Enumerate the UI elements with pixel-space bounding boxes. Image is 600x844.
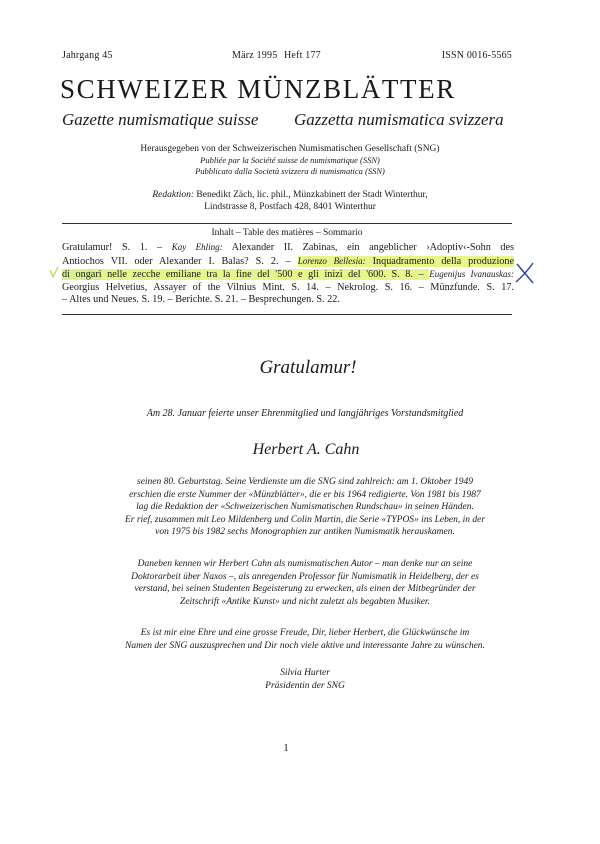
redaktion-line2: Lindstrasse 8, Postfach 428, 8401 Winterthur <box>204 202 376 212</box>
toc-top-rule <box>62 223 512 224</box>
honoree-name: Herbert A. Cahn <box>252 441 360 458</box>
toc-line: – Altes und Neues. S. 19. – Berichte. S. 21. – Besprechungen. S. 22. <box>62 294 340 306</box>
redaktion-label: Redaktion: <box>152 190 195 200</box>
paragraph-line: verstand, bei seinen Studenten Begeisterung zu erwecken, als einen der Mitbegründer der <box>134 584 476 595</box>
paragraph-line: Zeitschrift «Antike Kunst» und nicht zuletzt als begabten Musiker. <box>180 596 430 607</box>
paragraph-line: Er rief, zusammen mit Leo Mildenberg und Colin Martin, die Serie «TYPOS» ins Leben, in der <box>124 514 486 525</box>
toc-heading: Inhalt – Table des matières – Sommario <box>211 228 363 238</box>
toc-author: Kay Ehling: <box>171 242 223 252</box>
publisher-it: Pubblicato dalla Società svizzera di numismatica (SSN) <box>195 166 385 176</box>
toc-line: Gratulamur! S. 1. – Kay Ehling: Alexander II. Zabinas, ein angeblicher ›Adoptiv‹-Sohn des <box>62 242 514 253</box>
signature-block <box>0 667 600 692</box>
toc-line: di ongari nelle zecche emiliane tra la fine del '500 e gli inizi del '600. S. 8. – Eugenijus Ivanauskas: <box>62 269 515 281</box>
paragraph-line: Namen der SNG auszusprechen und Dir noch viele aktive und interessante Jahre zu wünschen. <box>125 640 485 651</box>
paragraph-2 <box>95 558 515 608</box>
paragraph-line: Doktorarbeit über Naxos –, als anregenden Professor für Numismatik in Heidelberg, der es <box>131 571 479 582</box>
editorial-address <box>60 189 520 213</box>
article-heading: Gratulamur! <box>259 357 357 378</box>
paragraph-line: Es ist mir eine Ehre und eine grosse Freude, Dir, lieber Herbert, die Glückwünsche im <box>140 628 470 638</box>
paragraph-line: von 1975 bis 1982 sechs Monographien zur antiken Numismatik herauskamen. <box>155 527 455 538</box>
journal-subtitle <box>62 110 522 130</box>
highlighted-text: di ongari <box>62 269 102 281</box>
toc-bottom-rule <box>62 314 512 315</box>
issn-label: ISSN 0016-5565 <box>441 50 512 61</box>
publisher-fr: Publiée par la Société suisse de numismatique (SSN) <box>200 155 380 165</box>
subtitle-fr: Gazette numismatique suisse <box>62 110 259 129</box>
publisher-de: Herausgegeben von der Schweizerischen Numismatischen Gesellschaft (SNG) <box>140 144 440 154</box>
page-number: 1 <box>283 742 289 754</box>
paragraph-line: Daneben kennen wir Herbert Cahn als numismatischen Autor – man denke nur an seine <box>137 559 473 569</box>
subtitle-it: Gazzetta numismatica svizzera <box>294 110 504 129</box>
toc-author: Eugenijus Ivanauskas: <box>429 269 515 280</box>
paragraph-line: seinen 80. Geburtstag. Seine Verdienste um die SNG sind zahlreich: am 1. Oktober 1949 <box>137 477 473 487</box>
volume-label: Jahrgang 45 <box>62 50 113 61</box>
table-of-contents <box>62 241 514 307</box>
paragraph-3 <box>95 627 515 652</box>
signature-name: Silvia Hurter <box>280 668 330 678</box>
journal-title: SCHWEIZER MÜNZBLÄTTER <box>60 74 456 104</box>
toc-line: Antiochos VII. oder Alexander I. Balas? S. 2. – Lorenzo Bellesia: Inquadramento della produzione <box>62 255 514 267</box>
redaktion-line1: Benedikt Zäch, lic. phil., Münzkabinett der Stadt Winterthur, <box>196 190 428 200</box>
paragraph-line: lag die Redaktion der «Schweizerischen Numismatischen Rundschau» in seinen Händen. <box>136 502 474 513</box>
issue-number: Heft 177 <box>284 50 321 61</box>
publisher-block <box>60 144 520 177</box>
article-intro: Am 28. Januar feierte unser Ehrenmitglied und langjähriges Vorstandsmitglied <box>146 408 464 419</box>
pen-cross-mark-icon <box>514 261 536 285</box>
paragraph-line: erschien die erste Nummer der «Münzblätter», die er bis 1964 redigierte. Von 1981 bis 1987 <box>129 489 481 500</box>
toc-line: Georgius Helvetius, Assayer of the Vilnius Mint. S. 14. – Nekrolog. S. 16. – Münzfunde. S. 17. <box>62 281 514 293</box>
pen-check-mark-icon <box>48 265 60 279</box>
signature-title: Präsidentin der SNG <box>265 680 345 691</box>
paragraph-1 <box>95 476 515 539</box>
issue-date: März 1995 <box>232 50 278 61</box>
toc-author: Lorenzo Bellesia: <box>297 255 366 266</box>
